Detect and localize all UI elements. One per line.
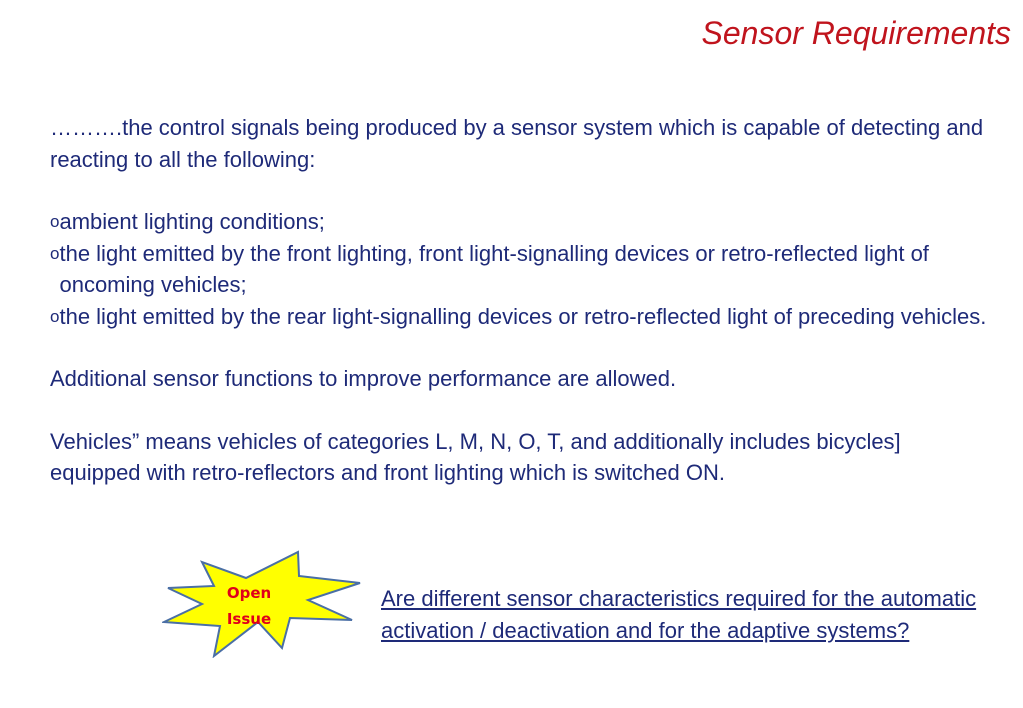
bullet-item xyxy=(50,238,990,301)
open-question: Are different sensor characteristics required for the automatic activation / deactivation and for the adaptive systems? xyxy=(381,586,977,643)
open-issue-line1: Open xyxy=(226,584,272,602)
slide-body xyxy=(50,112,990,489)
open-issue-starburst xyxy=(162,550,364,658)
slide-title: Sensor Requirements xyxy=(701,15,1011,51)
bullet-item xyxy=(50,206,990,238)
open-issue-label xyxy=(214,580,284,632)
spacer xyxy=(50,332,990,363)
spacer xyxy=(50,175,990,206)
bullet-text: ambient lighting conditions; xyxy=(59,209,325,234)
spacer xyxy=(50,395,990,426)
additional-paragraph: Additional sensor functions to improve performance are allowed. xyxy=(50,366,677,391)
bullet-marker: o xyxy=(50,243,60,263)
open-issue-line2: Issue xyxy=(226,610,272,628)
vehicles-definition-paragraph: Vehicles” means vehicles of categories L, M, N, O, T, and additionally includes bicycles] equipped with retro-reflectors and front lighting which is switched ON. xyxy=(50,428,901,485)
bullet-text: the light emitted by the rear light-signalling devices or retro-reflected light of preceding vehicles. xyxy=(59,303,987,329)
bullet-marker: o xyxy=(50,306,60,326)
bullet-marker: o xyxy=(50,212,60,231)
bullet-item xyxy=(50,301,990,333)
intro-paragraph: ……….the control signals being produced by a sensor system which is capable of detecting and reacting to all the following: xyxy=(50,115,984,172)
bullet-text: the light emitted by the front lighting, front light-signalling devices or retro-reflected light of oncoming vehicles; xyxy=(59,240,929,297)
